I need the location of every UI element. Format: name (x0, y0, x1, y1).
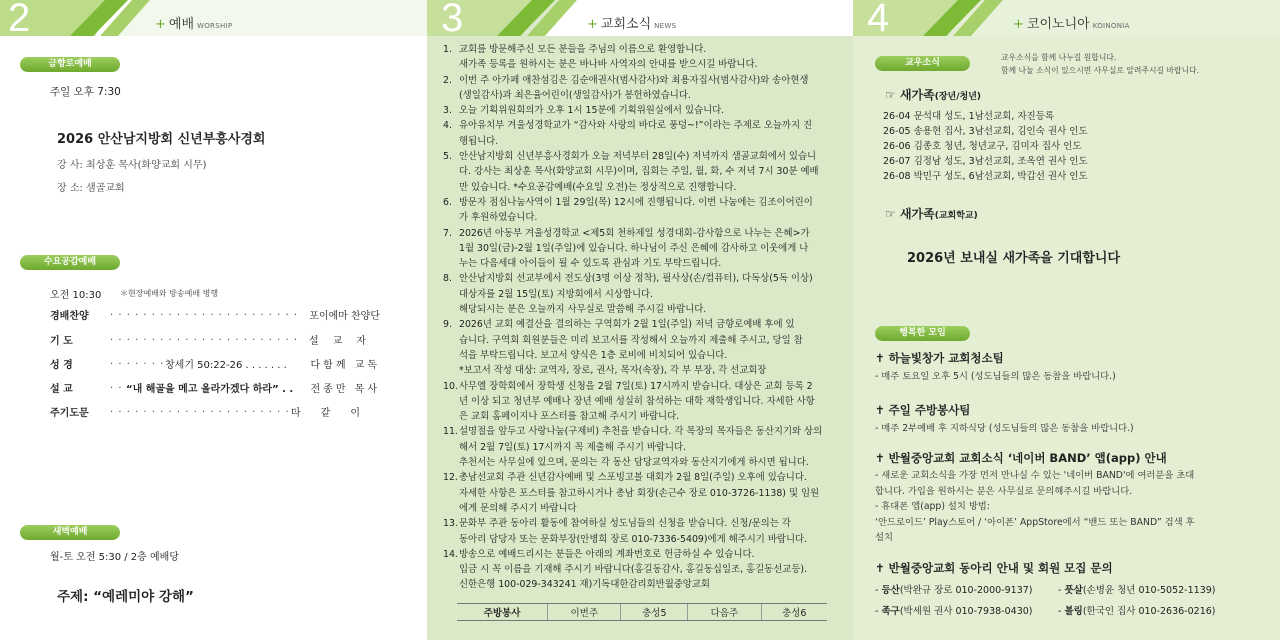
club-entry: - 족구(박세원 권사 010-7938-0430) (875, 606, 1033, 617)
news-item (443, 547, 843, 593)
new-family-entry: 26-05 송용현 집사, 3남선교회, 김인숙 권사 인도 (883, 126, 1088, 137)
happy-meeting-badge: 행복한 모임 (875, 326, 970, 341)
new-family-entry: 26-07 김정남 성도, 3남선교회, 조옥연 권사 인도 (883, 156, 1088, 167)
news-item-number: 1. (443, 44, 452, 55)
order-row: 경배찬양 . . . . . . . . . . . . . . . . . . . . . . . 포이에마 찬양단 (50, 307, 380, 322)
club-entry: - 풋살(손병윤 청년 010-5052-1139) (1058, 585, 1216, 596)
koinonia-header (853, 0, 1280, 40)
club-entry: - 볼링(한국인 집사 010-2636-0216) (1058, 606, 1216, 617)
new-family-entry: 26-04 문석대 성도, 1남선교회, 자진등록 (883, 111, 1055, 122)
news-item (443, 118, 843, 149)
news-item-line: 안산남지방회 신년부흥사경회가 오늘 저녁부터 28일(수) 저녁까지 샘골교회에서 있습니 (459, 151, 817, 163)
news-item-line: 입금 시 꼭 이름을 기재해 주시기 바랍니다(홍길동감사, 홍길동십일조, 홍길동선교등). (459, 564, 808, 576)
news-item (443, 195, 843, 226)
news-item-line: 자세한 사항은 포스터를 참고하시거나 총남 회장(손근수 장로 010-3726-1138) 및 임원 (459, 487, 820, 499)
news-item-line: 해당되시는 분은 오늘까지 사무실로 말씀해 주시길 바랍니다. (459, 304, 707, 316)
worship-column (0, 0, 427, 640)
meeting-body: - 매주 2부예배 후 지하식당 (성도님들의 많은 동참을 바랍니다.) (875, 423, 1134, 434)
pointing-hand-icon: ☞ (885, 207, 900, 221)
order-row: 기 도 . . . . . . . . . . . . . . . . . . . . . . . 설교자 (50, 332, 380, 347)
page-number: 3 (441, 0, 464, 40)
dawn-badge: 새벽예배 (20, 525, 120, 540)
news-item (443, 470, 843, 516)
news-item-line: 다. 강사는 최상훈 목사(화양교회 시무)이며, 집회는 주일, 월, 화, 수 저녁 7시 30분 예배 (459, 166, 819, 178)
news-item-number: 7. (443, 227, 452, 239)
news-item (443, 149, 843, 195)
duty-next-week: 다음주 (688, 604, 761, 621)
section-title: + 코이노니아 KOINONIA (1013, 17, 1130, 32)
news-item-line: 동아리 담당자 또는 문화부장(안병희 장로 010-7336-5409)에게 해주시기 바랍니다. (459, 533, 808, 545)
news-item-line: (생일감사)과 최은율어린이(생일감사)가 봉헌하였습니다. (459, 89, 691, 101)
new-family-entry: 26-06 김종호 청년, 청년교구, 김미자 집사 인도 (883, 141, 1082, 152)
news-column (427, 0, 853, 640)
meeting-title: ✝ 반월중앙교회 교회소식 ‘네이버 BAND’ 앱(app) 안내 (875, 451, 1167, 465)
news-item-line: 교회를 방문해주신 모든 분들을 주님의 이름으로 환영합니다. (459, 44, 707, 55)
news-item-line: 사무엘 장학회에서 장학생 신청을 2월 7일(토) 17시까지 받습니다. 대상은 교회 등록 2 (459, 380, 813, 392)
meeting-body: - 새로운 교회소식을 가장 먼저 만나실 수 있는 '네이버 BAND'에 여러분을 초대 합니다. 가입을 원하시는 분은 사무실로 문의해주시길 바랍니다. - 휴대폰 앱(app) 설치 방법: ‘안드로이드’ Play스토어 / ‘아이폰’ AppStore에서 “밴드 또는 BAND” 검색 후 설치 (875, 470, 1195, 543)
new-family-title: ☞ 새가족(장년/청년) (885, 88, 982, 102)
news-item-line: 방문자 점심나눔사역이 1월 29일(목) 12시에 진행됩니다. 이번 나눔에는 김조이어린이 (459, 196, 813, 208)
meeting-title: ✝ 반월중앙교회 동아리 안내 및 회원 모집 문의 (875, 561, 1113, 575)
wednesday-time: 오전 10:30 (50, 290, 102, 301)
duty-this-value: 충성5 (621, 604, 688, 621)
news-item-line: 문화부 주관 동아리 활동에 참여하실 성도님들의 신청을 받습니다. 신청/문의는 각 (459, 518, 791, 530)
wednesday-badge: 수요공감예배 (20, 255, 120, 270)
meeting-title: ✝ 하늘빛창가 교회청소팀 (875, 351, 1004, 365)
dawn-time: 월-토 오전 5:30 / 2층 예배당 (50, 552, 179, 563)
wednesday-note: ＊현장예배와 방송예배 병행 (120, 289, 219, 298)
section-title: + 교회소식 NEWS (587, 17, 677, 32)
news-item-line: 대상자를 2월 15일(토) 지방회에서 시상합니다. (459, 288, 654, 300)
news-item-line: 행됩니다. (459, 135, 499, 147)
news-item (443, 42, 843, 73)
news-item-line: 신한은행 100-029-343241 재)기독대한감리회반월중앙교회 (459, 579, 710, 591)
page-number: 2 (8, 0, 31, 40)
friday-title: 2026 안산남지방회 신년부흥사경회 (57, 132, 266, 147)
news-item (443, 424, 843, 470)
order-row: 설 교 . . “내 해골을 메고 올라가겠다 하라” . . 전종만 목사 (50, 380, 380, 395)
news-item-line: 설명절을 앞두고 사랑나눔(구제비) 추천을 받습니다. 각 목장의 목자들은 동산지기와 상의 (459, 426, 823, 438)
news-item-number: 6. (443, 196, 452, 208)
news-item-line: 해서 2월 7일(토) 17시까지 꼭 제출해 주시기 바랍니다. (459, 441, 687, 453)
news-item-line: *보고서 작성 대상: 교역자, 장로, 권사, 목자(속장), 각 부 부장, 각 선교회장 (459, 365, 767, 377)
school-family-title: ☞ 새가족(교회학교) (885, 207, 978, 221)
news-item-number: 8. (443, 273, 452, 285)
news-item (443, 516, 843, 547)
news-item-line: 안산남지방회 선교부에서 전도상(3명 이상 정착), 필사상(손/컴퓨터), 다독상(5독 이상) (459, 273, 813, 285)
news-item-number: 14. (443, 548, 458, 560)
new-family-entry: 26-08 박민구 성도, 6남선교회, 박갑선 권사 인도 (883, 171, 1088, 182)
news-item-number: 11. (443, 426, 458, 438)
duty-next-value: 충성6 (761, 604, 827, 621)
cross-icon: ✝ (875, 561, 889, 575)
page-number: 4 (867, 0, 890, 40)
cross-icon: ✝ (875, 403, 889, 417)
news-item-line: 석을 부탁드립니다. 보고서 양식은 1층 로비에 비치되어 있습니다. (459, 349, 728, 361)
news-item-line: 방송으로 예배드리시는 분들은 아래의 계좌번호로 헌금하실 수 있습니다. (459, 548, 755, 560)
news-item-line: 새가족 등록을 원하시는 분은 바나바 사역자의 안내를 받으시길 바랍니다. (459, 59, 758, 71)
news-item-line: 2026년 교회 예결산을 결의하는 구역회가 2월 1일(주일) 저녁 금향로예배 후에 있 (459, 319, 795, 331)
news-item-line: 에게 문의해 주시기 바랍니다 (459, 502, 577, 514)
news-item-line: 년 이상 되고 청년부 예배나 장년 예배 성실히 참석하는 대학 재학생입니다. 자세한 사항 (459, 395, 815, 407)
news-item (443, 379, 843, 425)
news-item-line: 은 교회 홈페이지나 포스터를 참고해 주시기 바랍니다. (459, 411, 680, 423)
news-item-line: 1월 30일(금)-2월 1일(주일)에 있습니다. 하나님이 주신 은혜에 감사하고 이웃에게 나 (459, 242, 809, 254)
news-item-number: 5. (443, 151, 452, 163)
news-item-line: 이번 주 아가페 애찬섬김은 김순애권사(범사감사)와 최용자집사(범사감사)와 송아현생 (459, 74, 809, 86)
school-family-message: 2026년 보내실 새가족을 기대합니다 (907, 251, 1121, 266)
club-entry: - 등산(박완규 장로 010-2000-9137) (875, 585, 1033, 596)
duty-label: 주방봉사 (457, 604, 548, 621)
news-item-line: 누는 다음세대 아이들이 될 수 있도록 관심과 기도 부탁드립니다. (459, 258, 722, 270)
news-item-number: 3. (443, 105, 452, 117)
news-item-line: 2026년 아동부 겨울성경학교 <제5회 천하제일 성경대회-감사함으로 나누는 은혜>가 (459, 227, 810, 239)
friday-time: 주일 오후 7:30 (50, 86, 121, 98)
news-item-number: 12. (443, 472, 458, 484)
friday-speaker: 강 사: 최상훈 목사(화양교회 시무) (57, 160, 207, 171)
order-row: 성 경 . . . . . . . 창세기 50:22-26 . . . . . . . 다함께 교독 (50, 356, 380, 371)
news-item-number: 10. (443, 380, 458, 392)
pointing-hand-icon: ☞ (885, 88, 900, 102)
news-item-line: 오늘 기획위원회의가 오후 1시 15분에 기획위원실에서 있습니다. (459, 105, 725, 117)
member-news-intro: 함께 나눌 소식이 있으시면 사무실로 알려주시길 바랍니다. (1001, 66, 1200, 75)
news-item (443, 73, 843, 104)
news-item-number: 13. (443, 518, 458, 530)
news-item-number: 4. (443, 120, 452, 132)
section-title: + 예배 WORSHIP (155, 17, 233, 32)
news-item (443, 317, 843, 378)
dawn-theme: 주제: “예레미야 강해” (57, 589, 194, 605)
news-item-line: 추천서는 사무실에 있으며, 문의는 각 동산 담당교역자와 동산지기에게 하시면 됩니다. (459, 457, 809, 469)
news-list (443, 42, 843, 593)
news-item (443, 103, 843, 118)
news-item-number: 2. (443, 74, 452, 86)
news-item-number: 9. (443, 319, 452, 331)
order-row: 주기도문 . . . . . . . . . . . . . . . . . . . . . . . 다같이 (50, 404, 380, 419)
friday-venue: 장 소: 샘골교회 (57, 183, 125, 194)
news-item (443, 271, 843, 317)
meeting-body: - 매주 토요일 오후 5시 (성도님들의 많은 동참을 바랍니다.) (875, 371, 1116, 382)
news-item-line: 총남선교회 주관 신년감사예배 및 스포빙고볼 대회가 2월 8일(주일) 오후에 있습니다. (459, 472, 807, 484)
news-item (443, 226, 843, 272)
kitchen-duty-table (457, 603, 827, 621)
news-item-line: 만 있습니다. *수요공감예배(수요일 오전)는 정상적으로 진행합니다. (459, 181, 737, 193)
news-item-line: 유아유치부 겨울성경학교가 “감사와 사랑의 바다로 풍덩~!”이라는 주제로 오늘까지 진 (459, 120, 813, 132)
worship-header (0, 0, 427, 40)
cross-icon: ✝ (875, 351, 889, 365)
news-item-line: 습니다. 구역회 회원분들은 미리 보고서를 작성해서 오늘까지 제출해 주시고, 당일 참 (459, 334, 803, 346)
koinonia-column (853, 0, 1280, 640)
news-item-line: 가 후원하였습니다. (459, 212, 538, 224)
news-header (427, 0, 853, 40)
duty-this-week: 이번주 (548, 604, 621, 621)
friday-badge: 금향로예배 (20, 57, 120, 72)
cross-icon: ✝ (875, 451, 889, 465)
member-news-intro: 교우소식을 함께 나누길 원합니다. (1001, 53, 1117, 62)
meeting-title: ✝ 주일 주방봉사팀 (875, 403, 971, 417)
member-news-badge: 교우소식 (875, 56, 970, 71)
